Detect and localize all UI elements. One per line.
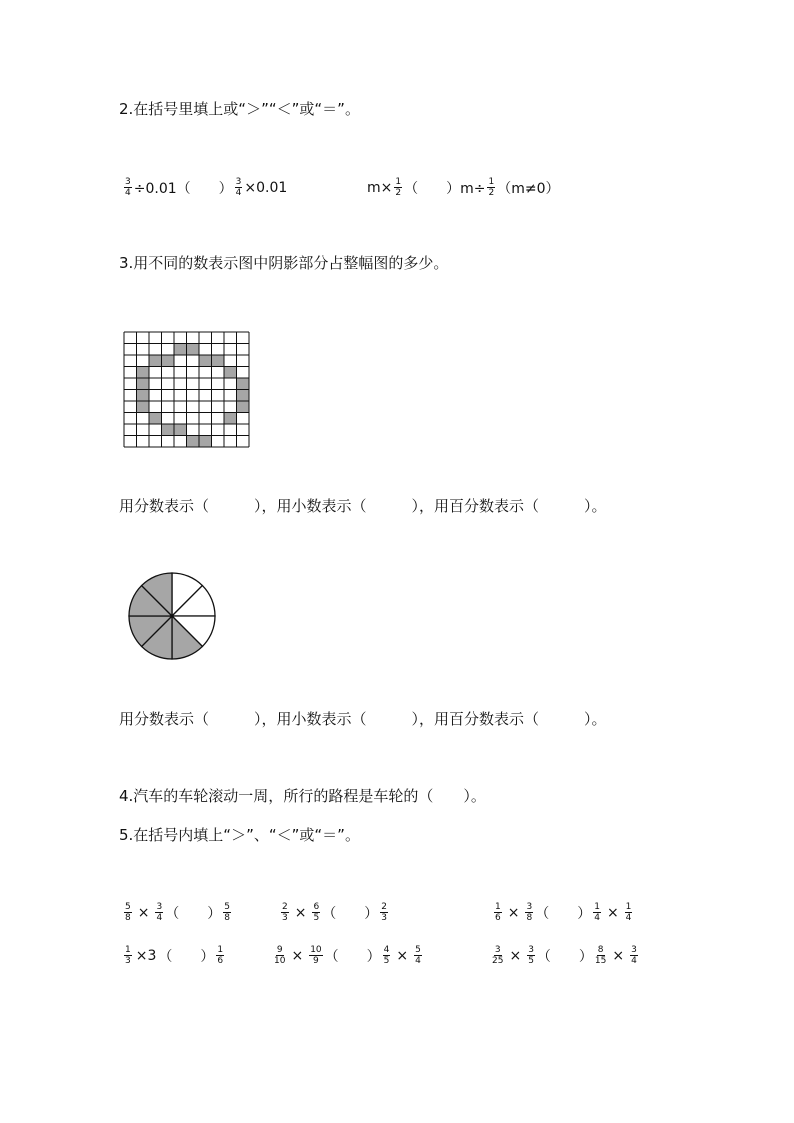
grid-figure xyxy=(122,330,252,452)
fraction: $\frac{5}{4}$ xyxy=(415,945,421,966)
fraction: $\frac{3}{4}$ xyxy=(235,177,242,198)
expr-text: （ ）m÷ xyxy=(404,180,486,197)
operator: × xyxy=(396,947,409,964)
operator: × xyxy=(507,904,520,921)
fraction: $\frac{2}{3}$ xyxy=(381,902,387,923)
q5-row2-item2 xyxy=(272,945,424,966)
fraction: $\frac{9}{10}$ xyxy=(274,945,286,966)
operator: ×3 xyxy=(135,947,157,964)
fraction: $\frac{10}{9}$ xyxy=(310,945,322,966)
shaded-cell xyxy=(187,344,200,356)
fraction: $\frac{6}{5}$ xyxy=(313,902,320,923)
expr-text: m× xyxy=(367,179,393,196)
shaded-cell xyxy=(237,401,250,413)
q5-row2-item3 xyxy=(490,945,640,966)
fraction: $\frac{1}{2}$ xyxy=(488,177,495,198)
q3-answer-line-1: 用分数表示（ ），用小数表示（ ），用百分数表示（ ）。 xyxy=(119,497,607,515)
shaded-cell xyxy=(162,424,175,436)
paren-blank: （ ） xyxy=(165,905,222,922)
q5-title: 5.在括号内填上“＞”、“＜”或“＝”。 xyxy=(119,826,360,844)
fraction: $\frac{5}{8}$ xyxy=(224,902,230,923)
fraction: $\frac{3}{4}$ xyxy=(631,945,637,966)
operator: × xyxy=(606,904,619,921)
expr-text: ×0.01 xyxy=(244,179,288,196)
q2-title: 2.在括号里填上或“＞”“＜”或“＝”。 xyxy=(119,100,360,118)
fraction: $\frac{1}{6}$ xyxy=(217,945,224,966)
operator: × xyxy=(509,947,522,964)
expr-text: ÷0.01（ ） xyxy=(133,180,233,197)
q2-item-1 xyxy=(122,177,287,198)
shaded-cell xyxy=(237,378,250,390)
fraction: $\frac{1}{4}$ xyxy=(594,902,600,923)
fraction: $\frac{4}{5}$ xyxy=(383,945,390,966)
paren-blank: （ ） xyxy=(324,948,381,965)
fraction: $\frac{3}{25}$ xyxy=(492,945,504,966)
shaded-cell xyxy=(149,355,162,367)
shaded-cell xyxy=(137,390,150,402)
fraction: $\frac{2}{3}$ xyxy=(282,902,288,923)
fraction: $\frac{1}{6}$ xyxy=(495,902,501,923)
circle-figure xyxy=(124,568,220,664)
q5-row1-item3 xyxy=(492,902,634,923)
q2-item-2 xyxy=(367,177,560,198)
fraction: $\frac{1}{2}$ xyxy=(395,177,402,198)
shaded-cell xyxy=(199,355,212,367)
expr-text: （m≠0） xyxy=(497,180,560,197)
paren-blank: （ ） xyxy=(536,948,593,965)
fraction: $\frac{1}{4}$ xyxy=(625,902,632,923)
shaded-cell xyxy=(174,424,187,436)
fraction: $\frac{3}{8}$ xyxy=(526,902,533,923)
shaded-cell xyxy=(174,344,187,356)
operator: × xyxy=(294,904,307,921)
shaded-cell xyxy=(237,390,250,402)
q3-title: 3.用不同的数表示图中阴影部分占整幅图的多少。 xyxy=(119,254,449,272)
q5-row2-item1 xyxy=(122,945,226,966)
q5-row1-item2 xyxy=(279,902,390,923)
shaded-cell xyxy=(187,436,200,448)
fraction: $\frac{1}{3}$ xyxy=(125,945,131,966)
q3-answer-line-2: 用分数表示（ ），用小数表示（ ），用百分数表示（ ）。 xyxy=(119,710,607,728)
shaded-cell xyxy=(224,413,237,425)
shaded-cell xyxy=(224,367,237,379)
operator: × xyxy=(137,904,150,921)
fraction: $\frac{3}{4}$ xyxy=(156,902,163,923)
fraction: $\frac{8}{15}$ xyxy=(594,945,607,966)
paren-blank: （ ） xyxy=(535,905,592,922)
paren-blank: （ ） xyxy=(158,948,215,965)
shaded-cell xyxy=(162,355,175,367)
q5-row1-item1 xyxy=(122,902,233,923)
fraction: $\frac{3}{4}$ xyxy=(125,177,131,198)
q4-title: 4.汽车的车轮滚动一周，所行的路程是车轮的（ ）。 xyxy=(119,787,486,805)
shaded-cell xyxy=(137,367,150,379)
shaded-cell xyxy=(149,413,162,425)
fraction: $\frac{3}{5}$ xyxy=(528,945,534,966)
shaded-cell xyxy=(212,355,225,367)
operator: × xyxy=(291,947,304,964)
operator: × xyxy=(612,947,625,964)
shaded-cell xyxy=(137,378,150,390)
fraction: $\frac{5}{8}$ xyxy=(125,902,131,923)
shaded-cell xyxy=(199,436,212,448)
paren-blank: （ ） xyxy=(322,905,379,922)
shaded-cell xyxy=(137,401,150,413)
